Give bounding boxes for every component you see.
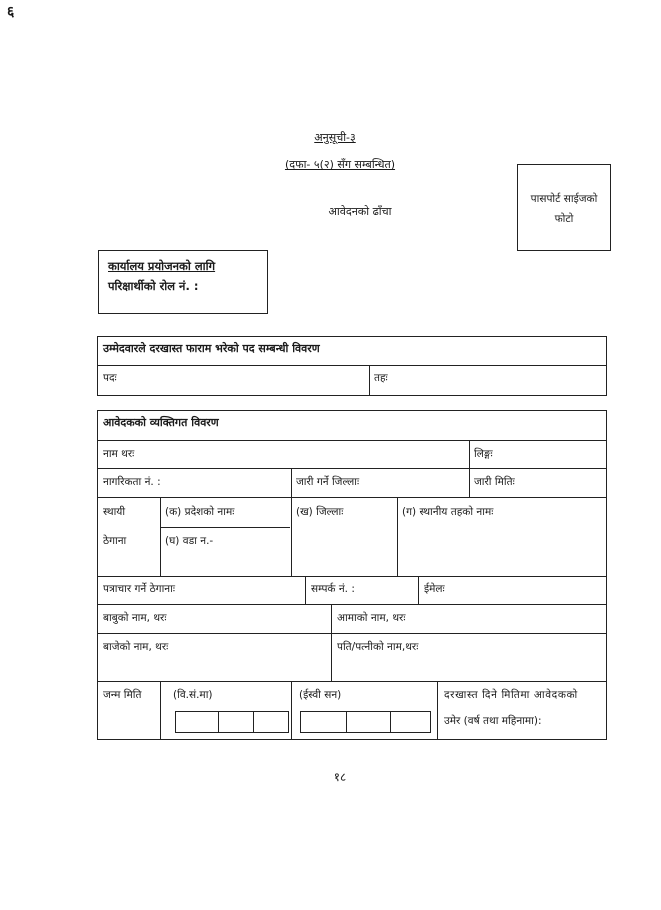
- district-label: (ख) जिल्लाः: [296, 506, 344, 518]
- post-label: पदः: [103, 372, 117, 384]
- roll-number-label: परिक्षार्थीको रोल नं. :: [108, 279, 199, 293]
- office-use-box: [98, 250, 268, 314]
- permanent-label: स्थायी: [103, 506, 126, 518]
- mother-name-label: आमाको नाम, थरः: [337, 612, 406, 624]
- issue-district-label: जारी गर्ने जिल्लाः: [296, 476, 360, 488]
- gender-field[interactable]: [505, 441, 605, 467]
- province-label: (क) प्रदेशको नामः: [165, 506, 235, 518]
- dob-ad-day-field[interactable]: [391, 712, 430, 732]
- issue-date-field[interactable]: [525, 469, 605, 496]
- name-field[interactable]: [145, 441, 467, 467]
- spouse-name-label: पति/पत्नीको नाम,थरः: [337, 641, 419, 653]
- dob-ad-label: (ईस्वी सन): [299, 689, 342, 701]
- photo-box-line1: पासपोर्ट साईजको: [530, 193, 598, 205]
- grandfather-name-label: बाजेको नाम, थरः: [103, 641, 169, 653]
- father-name-field[interactable]: [190, 605, 329, 632]
- province-field[interactable]: [162, 515, 289, 526]
- name-label: नाम थरः: [103, 448, 135, 460]
- level-field[interactable]: [390, 366, 606, 395]
- gender-label: लिङ्गः: [474, 448, 493, 460]
- personal-section-title: आवेदकको व्यक्तिगत विवरण: [103, 416, 219, 429]
- correspondence-field[interactable]: [200, 577, 303, 603]
- contact-label: सम्पर्क नं. :: [311, 583, 355, 595]
- post-section-title: उम्मेदवारले दरखास्त फाराम भरेको पद सम्बन्धी विवरण: [103, 342, 320, 355]
- grandfather-name-field[interactable]: [190, 634, 329, 680]
- dob-bs-label: (वि.सं.मा): [173, 689, 213, 701]
- spouse-name-field[interactable]: [438, 634, 605, 680]
- dob-label: जन्म मिति: [103, 689, 142, 701]
- contact-field[interactable]: [370, 577, 416, 603]
- ward-field[interactable]: [225, 529, 289, 554]
- district-field[interactable]: [293, 520, 395, 574]
- dob-bs-year-field[interactable]: [176, 712, 217, 732]
- age-label-line1: दरखास्त दिने मितिमा आवेदकको: [444, 689, 578, 701]
- citizenship-label: नागरिकता नं. :: [103, 476, 161, 488]
- father-name-label: बाबुको नाम, थरः: [103, 612, 167, 624]
- citizenship-field[interactable]: [180, 469, 288, 496]
- issue-date-label: जारी मितिः: [474, 476, 515, 488]
- age-field[interactable]: [570, 709, 605, 731]
- dob-bs-month-field[interactable]: [219, 712, 252, 732]
- issue-district-field[interactable]: [380, 469, 467, 496]
- post-field[interactable]: [116, 366, 368, 395]
- mother-name-field[interactable]: [425, 605, 605, 632]
- level-label: तहः: [374, 372, 388, 384]
- photo-box: [517, 164, 611, 251]
- local-level-field[interactable]: [399, 520, 605, 574]
- age-label-line2: उमेर (वर्ष तथा महिनामा):: [444, 715, 542, 727]
- local-level-label: (ग) स्थानीय तहको नामः: [402, 506, 494, 518]
- correspondence-label: पत्राचार गर्ने ठेगानाः: [103, 583, 175, 595]
- form-title: आवेदनको ढाँचा: [328, 205, 392, 218]
- dob-ad-month-field[interactable]: [347, 712, 389, 732]
- clause-reference: (दफा- ५(२) सँग सम्बन्धित): [284, 158, 396, 171]
- photo-box-line2: फोटो: [554, 213, 574, 225]
- email-field[interactable]: [460, 577, 605, 603]
- office-use-title: कार्यालय प्रयोजनको लागि: [108, 259, 216, 273]
- dob-ad-boxes: [300, 711, 431, 733]
- schedule-heading: अनुसूची-३: [314, 131, 356, 144]
- dob-bs-boxes: [175, 711, 289, 733]
- dob-bs-day-field[interactable]: [254, 712, 288, 732]
- corner-mark: ६: [7, 4, 15, 20]
- address-label: ठेगाना: [103, 535, 127, 547]
- page-number: १८: [333, 770, 347, 784]
- ward-label: (घ) वडा न.-: [165, 535, 214, 547]
- dob-ad-year-field[interactable]: [301, 712, 345, 732]
- email-label: ईमेलः: [424, 583, 445, 595]
